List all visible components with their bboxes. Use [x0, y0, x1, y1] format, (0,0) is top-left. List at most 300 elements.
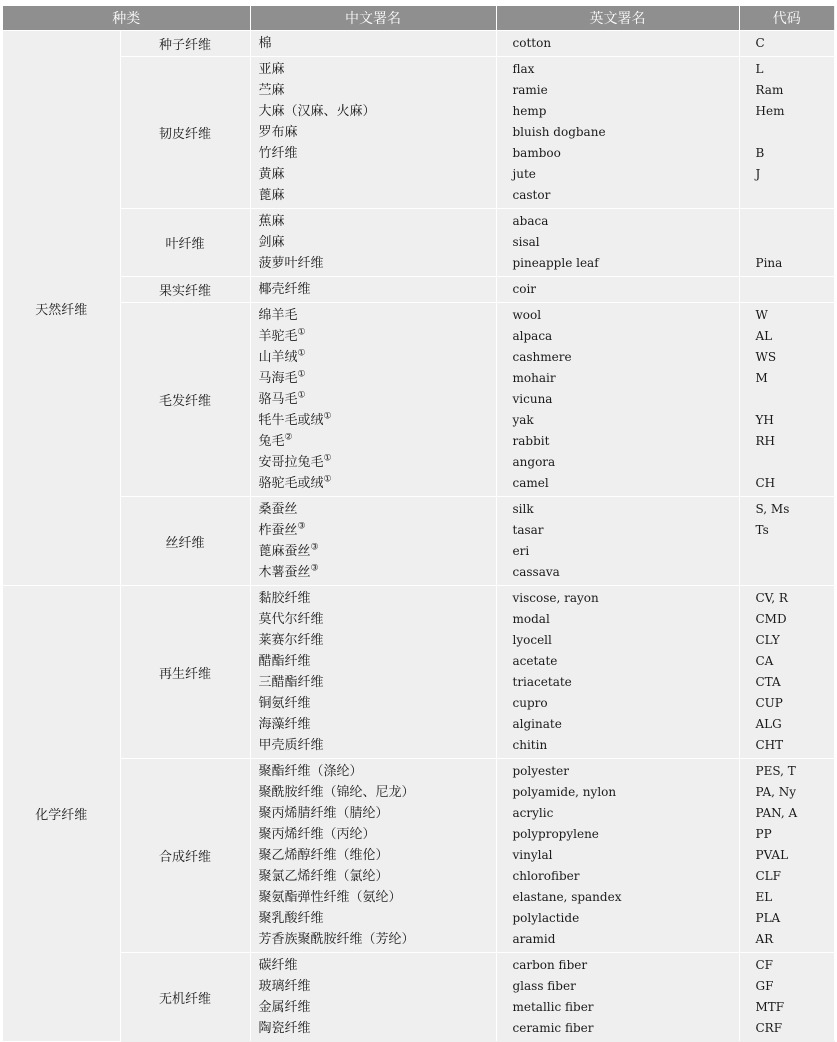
code-line — [740, 499, 834, 520]
english-name-line — [497, 279, 739, 300]
english-name-list — [496, 57, 739, 209]
chinese-name-line — [251, 473, 496, 494]
english-name-text: sisal — [512, 235, 540, 249]
english-name-text: alpaca — [512, 329, 553, 343]
english-name-list — [496, 759, 739, 953]
english-name-line — [497, 735, 739, 756]
chinese-name-line — [251, 185, 496, 206]
chinese-name-text: 山羊绒 — [258, 350, 298, 365]
code-text: PP — [755, 827, 772, 841]
chinese-name-text: 铜氨纤维 — [258, 696, 311, 711]
english-name-list — [496, 586, 739, 759]
english-name-text: pineapple leaf — [512, 256, 599, 270]
code-line — [740, 143, 834, 164]
code-text: B — [755, 146, 765, 160]
english-name-text: jute — [512, 167, 536, 181]
chinese-name-line — [251, 908, 496, 929]
code-text: PVAL — [755, 848, 789, 862]
code-text: WS — [755, 350, 777, 364]
code-list — [739, 759, 834, 953]
english-name-line — [497, 211, 739, 232]
chinese-name-text: 蕉麻 — [258, 214, 285, 229]
group-row — [3, 586, 834, 759]
code-list — [739, 303, 834, 497]
code-text: L — [755, 62, 764, 76]
code-line — [740, 164, 834, 185]
english-name-text: cassava — [512, 565, 560, 579]
code-text: Hem — [755, 104, 785, 118]
subcategory-cell: 毛发纤维 — [120, 303, 250, 497]
english-name-line — [497, 866, 739, 887]
english-name-text: glass fiber — [512, 979, 576, 993]
code-line — [740, 887, 834, 908]
code-line — [740, 101, 834, 122]
chinese-name-text: 蓖麻 — [258, 188, 285, 203]
english-name-line — [497, 824, 739, 845]
english-name-line — [497, 253, 739, 274]
group-row — [3, 497, 834, 586]
chinese-name-list — [250, 953, 496, 1042]
chinese-name-text: 剑麻 — [258, 235, 285, 250]
code-line — [740, 80, 834, 101]
english-name-list — [496, 303, 739, 497]
english-name-text: flax — [512, 62, 535, 76]
chinese-name-text: 聚酰胺纤维（锦纶、尼龙） — [258, 785, 415, 800]
english-name-line — [497, 929, 739, 950]
chinese-name-text: 竹纤维 — [258, 146, 298, 161]
code-line — [740, 693, 834, 714]
english-name-line — [497, 410, 739, 431]
code-text: AR — [755, 932, 774, 946]
english-name-line — [497, 368, 739, 389]
code-text: EL — [755, 890, 773, 904]
code-text: Ts — [755, 523, 769, 537]
code-line — [740, 803, 834, 824]
chinese-name-text: 芳香族聚酰胺纤维（芳纶） — [258, 932, 415, 947]
code-text: GF — [755, 979, 774, 993]
english-name-text: chitin — [512, 738, 548, 752]
group-row — [3, 953, 834, 1042]
chinese-name-line — [251, 143, 496, 164]
code-line — [740, 651, 834, 672]
english-name-line — [497, 541, 739, 562]
chinese-name-line — [251, 431, 496, 452]
header-category: 种类 — [3, 6, 250, 31]
code-text: PLA — [755, 911, 781, 925]
english-name-text: polyamide, nylon — [512, 785, 617, 799]
english-name-line — [497, 164, 739, 185]
code-list — [739, 277, 834, 303]
english-name-text: abaca — [512, 214, 549, 228]
code-line — [740, 761, 834, 782]
code-text: CTA — [755, 675, 781, 689]
english-name-line — [497, 782, 739, 803]
chinese-name-list — [250, 277, 496, 303]
header-english-name: 英文署名 — [496, 6, 739, 31]
code-list — [739, 31, 834, 57]
code-text: CF — [755, 958, 774, 972]
subcategory-cell: 种子纤维 — [120, 31, 250, 57]
code-text: C — [755, 36, 765, 50]
category-cell: 化学纤维 — [3, 586, 120, 1042]
chinese-name-text: 蓖麻蚕丝 — [258, 544, 311, 559]
english-name-text: aramid — [512, 932, 556, 946]
chinese-name-text: 木薯蚕丝 — [258, 565, 311, 580]
footnote-mark: ③ — [310, 563, 319, 574]
chinese-name-text: 聚氨酯弹性纤维（氨纶） — [258, 890, 402, 905]
english-name-text: ramie — [512, 83, 548, 97]
english-name-line — [497, 845, 739, 866]
chinese-name-line — [251, 232, 496, 253]
chinese-name-text: 菠萝叶纤维 — [258, 256, 324, 271]
footnote-mark: ② — [284, 432, 293, 443]
chinese-name-text: 玻璃纤维 — [258, 979, 311, 994]
code-text: PAN, A — [755, 806, 798, 820]
english-name-text: vinylal — [512, 848, 553, 862]
chinese-name-line — [251, 672, 496, 693]
chinese-name-line — [251, 279, 496, 300]
code-line — [740, 431, 834, 452]
code-line — [740, 908, 834, 929]
chinese-name-line — [251, 651, 496, 672]
chinese-name-line — [251, 368, 496, 389]
code-text: Ram — [755, 83, 784, 97]
chinese-name-text: 甲壳质纤维 — [258, 738, 324, 753]
chinese-name-line — [251, 122, 496, 143]
code-line — [740, 588, 834, 609]
code-text: CHT — [755, 738, 784, 752]
code-line — [740, 997, 834, 1018]
chinese-name-line — [251, 59, 496, 80]
code-line — [740, 672, 834, 693]
code-text: CA — [755, 654, 774, 668]
chinese-name-text: 安哥拉兔毛 — [258, 455, 324, 470]
chinese-name-text: 骆驼毛或绒 — [258, 476, 324, 491]
english-name-line — [497, 651, 739, 672]
english-name-line — [497, 997, 739, 1018]
footnote-mark: ③ — [297, 521, 306, 532]
chinese-name-text: 大麻（汉麻、火麻） — [258, 104, 376, 119]
chinese-name-text: 牦牛毛或绒 — [258, 413, 324, 428]
chinese-name-line — [251, 211, 496, 232]
code-line — [740, 389, 834, 410]
chinese-name-line — [251, 499, 496, 520]
chinese-name-line — [251, 955, 496, 976]
chinese-name-line — [251, 693, 496, 714]
english-name-text: polyester — [512, 764, 569, 778]
code-line — [740, 782, 834, 803]
english-name-text: polypropylene — [512, 827, 599, 841]
english-name-text: hemp — [512, 104, 547, 118]
footnote-mark: ① — [297, 369, 306, 380]
english-name-text: wool — [512, 308, 542, 322]
chinese-name-text: 海藻纤维 — [258, 717, 311, 732]
code-line — [740, 976, 834, 997]
english-name-line — [497, 33, 739, 54]
chinese-name-text: 桑蚕丝 — [258, 502, 298, 517]
chinese-name-line — [251, 630, 496, 651]
english-name-line — [497, 232, 739, 253]
footnote-mark: ① — [297, 390, 306, 401]
chinese-name-list — [250, 759, 496, 953]
chinese-name-text: 碳纤维 — [258, 958, 298, 973]
chinese-name-text: 陶瓷纤维 — [258, 1021, 311, 1036]
header-code: 代码 — [739, 6, 834, 31]
footnote-mark: ③ — [310, 542, 319, 553]
english-name-line — [497, 499, 739, 520]
code-text: AL — [755, 329, 773, 343]
group-row — [3, 759, 834, 953]
code-text: M — [755, 371, 768, 385]
english-name-line — [497, 520, 739, 541]
chinese-name-text: 聚酯纤维（涤纶） — [258, 764, 363, 779]
english-name-text: cotton — [512, 36, 552, 50]
chinese-name-text: 马海毛 — [258, 371, 298, 386]
code-text: MTF — [755, 1000, 785, 1014]
english-name-line — [497, 803, 739, 824]
code-line — [740, 326, 834, 347]
chinese-name-line — [251, 714, 496, 735]
chinese-name-line — [251, 997, 496, 1018]
english-name-line — [497, 887, 739, 908]
english-name-text: acrylic — [512, 806, 554, 820]
english-name-text: tasar — [512, 523, 544, 537]
english-name-text: metallic fiber — [512, 1000, 594, 1014]
code-line — [740, 562, 834, 583]
chinese-name-line — [251, 929, 496, 950]
english-name-list — [496, 277, 739, 303]
chinese-name-text: 黏胶纤维 — [258, 591, 311, 606]
code-list — [739, 57, 834, 209]
code-line — [740, 714, 834, 735]
chinese-name-line — [251, 976, 496, 997]
english-name-line — [497, 630, 739, 651]
code-text: CH — [755, 476, 776, 490]
code-line — [740, 232, 834, 253]
english-name-text: bluish dogbane — [512, 125, 606, 139]
code-line — [740, 59, 834, 80]
english-name-line — [497, 101, 739, 122]
group-row — [3, 57, 834, 209]
code-text: CRF — [755, 1021, 783, 1035]
code-line — [740, 630, 834, 651]
code-line — [740, 368, 834, 389]
code-line — [740, 410, 834, 431]
english-name-line — [497, 562, 739, 583]
code-line — [740, 541, 834, 562]
code-line — [740, 1018, 834, 1039]
english-name-line — [497, 976, 739, 997]
chinese-name-list — [250, 31, 496, 57]
chinese-name-line — [251, 80, 496, 101]
chinese-name-text: 羊驼毛 — [258, 329, 298, 344]
english-name-text: vicuna — [512, 392, 553, 406]
code-list — [739, 953, 834, 1042]
code-list — [739, 497, 834, 586]
code-line — [740, 347, 834, 368]
code-line — [740, 866, 834, 887]
english-name-line — [497, 185, 739, 206]
code-text: Pina — [755, 256, 783, 270]
code-line — [740, 929, 834, 950]
english-name-text: camel — [512, 476, 549, 490]
chinese-name-list — [250, 586, 496, 759]
english-name-line — [497, 122, 739, 143]
chinese-name-text: 棉 — [258, 36, 272, 51]
code-line — [740, 845, 834, 866]
chinese-name-line — [251, 887, 496, 908]
chinese-name-text: 苎麻 — [258, 83, 285, 98]
english-name-text: yak — [512, 413, 534, 427]
english-name-line — [497, 609, 739, 630]
english-name-text: rabbit — [512, 434, 550, 448]
subcategory-cell: 叶纤维 — [120, 209, 250, 277]
chinese-name-text: 聚丙烯腈纤维（腈纶） — [258, 806, 389, 821]
english-name-text: alginate — [512, 717, 562, 731]
english-name-text: carbon fiber — [512, 958, 588, 972]
english-name-line — [497, 80, 739, 101]
code-text: W — [755, 308, 768, 322]
code-line — [740, 279, 834, 300]
code-line — [740, 609, 834, 630]
chinese-name-line — [251, 803, 496, 824]
english-name-line — [497, 143, 739, 164]
chinese-name-line — [251, 782, 496, 803]
chinese-name-line — [251, 562, 496, 583]
english-name-text: cashmere — [512, 350, 572, 364]
chinese-name-text: 聚乙烯醇纤维（维伦） — [258, 848, 389, 863]
english-name-line — [497, 347, 739, 368]
chinese-name-line — [251, 101, 496, 122]
code-text: CLF — [755, 869, 781, 883]
english-name-list — [496, 953, 739, 1042]
footnote-mark: ① — [297, 327, 306, 338]
chinese-name-text: 聚氯乙烯纤维（氯纶） — [258, 869, 389, 884]
subcategory-cell: 丝纤维 — [120, 497, 250, 586]
english-name-line — [497, 714, 739, 735]
chinese-name-text: 罗布麻 — [258, 125, 298, 140]
chinese-name-text: 莫代尔纤维 — [258, 612, 324, 627]
english-name-line — [497, 955, 739, 976]
chinese-name-list — [250, 209, 496, 277]
english-name-text: elastane, spandex — [512, 890, 622, 904]
code-line — [740, 955, 834, 976]
header-chinese-name: 中文署名 — [250, 6, 496, 31]
chinese-name-line — [251, 410, 496, 431]
english-name-text: acetate — [512, 654, 558, 668]
chinese-name-line — [251, 253, 496, 274]
chinese-name-text: 亚麻 — [258, 62, 285, 77]
code-text: CV, R — [755, 591, 788, 605]
code-text: CMD — [755, 612, 787, 626]
english-name-text: angora — [512, 455, 556, 469]
english-name-line — [497, 761, 739, 782]
chinese-name-text: 聚乳酸纤维 — [258, 911, 324, 926]
english-name-text: silk — [512, 502, 534, 516]
footnote-mark: ① — [323, 474, 332, 485]
english-name-line — [497, 59, 739, 80]
english-name-line — [497, 908, 739, 929]
chinese-name-line — [251, 824, 496, 845]
english-name-line — [497, 305, 739, 326]
chinese-name-line — [251, 588, 496, 609]
code-list — [739, 209, 834, 277]
table-header — [3, 6, 834, 31]
chinese-name-line — [251, 164, 496, 185]
footnote-mark: ① — [323, 453, 332, 464]
english-name-line — [497, 588, 739, 609]
chinese-name-list — [250, 303, 496, 497]
fiber-table — [3, 6, 835, 1042]
code-text: PES, T — [755, 764, 796, 778]
subcategory-cell: 果实纤维 — [120, 277, 250, 303]
english-name-line — [497, 1018, 739, 1039]
english-name-text: coir — [512, 282, 537, 296]
english-name-text: castor — [512, 188, 551, 202]
chinese-name-line — [251, 761, 496, 782]
fiber-table-page — [3, 6, 834, 1042]
english-name-text: chlorofiber — [512, 869, 580, 883]
group-row — [3, 303, 834, 497]
subcategory-cell: 再生纤维 — [120, 586, 250, 759]
code-line — [740, 735, 834, 756]
group-row — [3, 209, 834, 277]
english-name-text: bamboo — [512, 146, 561, 160]
english-name-text: lyocell — [512, 633, 552, 647]
chinese-name-text: 绵羊毛 — [258, 308, 298, 323]
chinese-name-text: 柞蚕丝 — [258, 523, 298, 538]
chinese-name-line — [251, 1018, 496, 1039]
code-line — [740, 185, 834, 206]
code-line — [740, 211, 834, 232]
footnote-mark: ① — [297, 348, 306, 359]
code-list — [739, 586, 834, 759]
chinese-name-line — [251, 520, 496, 541]
english-name-text: polylactide — [512, 911, 580, 925]
code-line — [740, 452, 834, 473]
code-text: PA, Ny — [755, 785, 797, 799]
chinese-name-text: 醋酯纤维 — [258, 654, 311, 669]
english-name-line — [497, 473, 739, 494]
english-name-list — [496, 209, 739, 277]
chinese-name-line — [251, 326, 496, 347]
chinese-name-line — [251, 609, 496, 630]
chinese-name-text: 椰壳纤维 — [258, 282, 311, 297]
english-name-text: mohair — [512, 371, 556, 385]
code-line — [740, 824, 834, 845]
group-row — [3, 31, 834, 57]
chinese-name-line — [251, 452, 496, 473]
subcategory-cell: 无机纤维 — [120, 953, 250, 1042]
english-name-text: viscose, rayon — [512, 591, 599, 605]
code-line — [740, 33, 834, 54]
code-line — [740, 520, 834, 541]
english-name-text: modal — [512, 612, 550, 626]
category-cell: 天然纤维 — [3, 31, 120, 586]
code-text: RH — [755, 434, 775, 448]
chinese-name-list — [250, 57, 496, 209]
english-name-line — [497, 326, 739, 347]
english-name-line — [497, 672, 739, 693]
english-name-list — [496, 497, 739, 586]
english-name-text: cupro — [512, 696, 548, 710]
chinese-name-line — [251, 305, 496, 326]
subcategory-cell: 合成纤维 — [120, 759, 250, 953]
footnote-mark: ① — [323, 411, 332, 422]
code-text: ALG — [755, 717, 782, 731]
english-name-list — [496, 31, 739, 57]
chinese-name-text: 三醋酯纤维 — [258, 675, 324, 690]
